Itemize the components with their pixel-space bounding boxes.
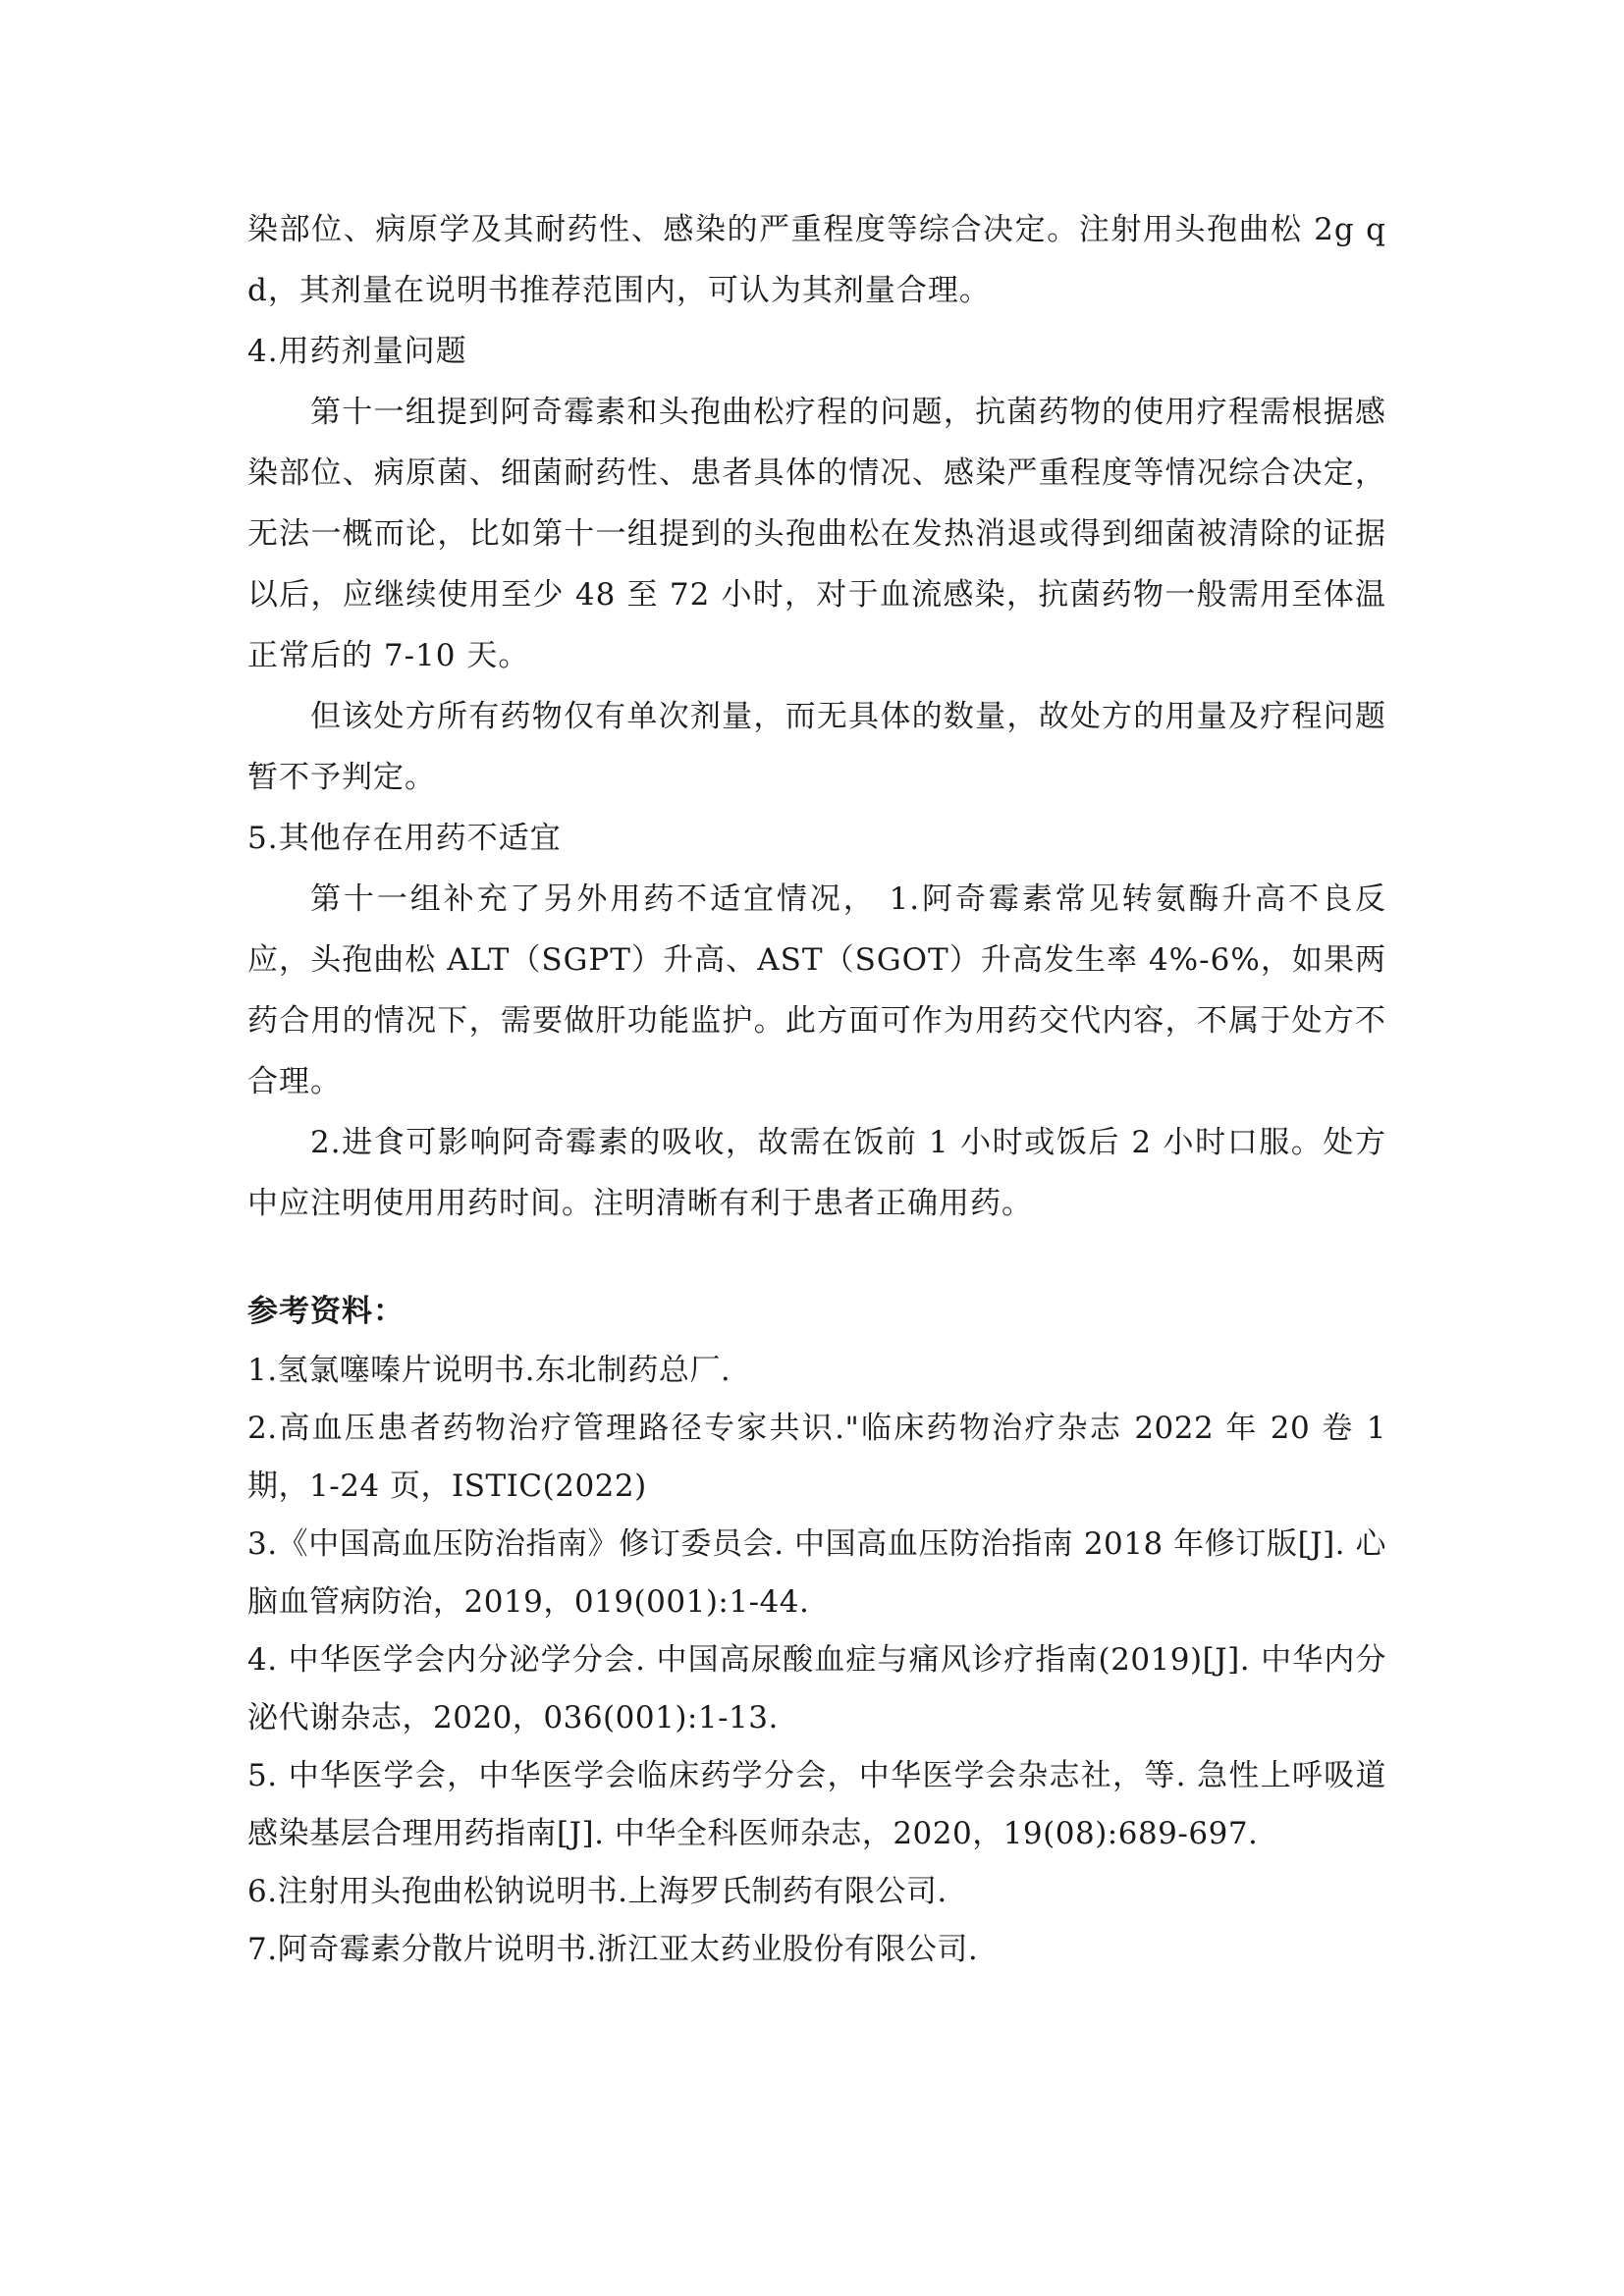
paragraph-course-duration: 第十一组提到阿奇霉素和头孢曲松疗程的问题，抗菌药物的使用疗程需根据感染部位、病原菌、细菌耐药性、患者具体的情况、感染严重程度等情况综合决定，无法一概而论，比如第十一组提到的头孢曲松在发热消退或得到细菌被清除的证据以后，应继续使用至少 48 至 72 小时，对于血流感染，抗菌药物一般需用至体温正常后的 7-10 天。 xyxy=(247,395,1386,673)
document-body xyxy=(247,199,1386,1979)
reference-item: 6.注射用头孢曲松钠说明书.上海罗氏制药有限公司. xyxy=(247,1874,947,1909)
reference-item: 5. 中华医学会，中华医学会临床药学分会，中华医学会杂志社，等. 急性上呼吸道感染基层合理用药指南[J]. 中华全科医师杂志，2020，19(08):689-697. xyxy=(247,1758,1386,1851)
reference-item: 4. 中华医学会内分泌学分会. 中国高尿酸血症与痛风诊疗指南(2019)[J]. 中华内分泌代谢杂志，2020，036(001):1-13. xyxy=(247,1642,1386,1735)
section-heading-dosage: 4.用药剂量问题 xyxy=(247,334,467,369)
section-heading-other-issues: 5.其他存在用药不适宜 xyxy=(247,821,562,856)
references-title: 参考资料： xyxy=(247,1294,405,1329)
references-list xyxy=(247,1342,1386,1979)
reference-item: 3.《中国高血压防治指南》修订委员会. 中国高血压防治指南 2018 年修订版[J]. 心脑血管病防治，2019，019(001):1-44. xyxy=(247,1526,1386,1620)
reference-item: 7.阿奇霉素分散片说明书.浙江亚太药业股份有限公司. xyxy=(247,1932,979,1967)
paragraph-quantity-note: 但该处方所有药物仅有单次剂量，而无具体的数量，故处方的用量及疗程问题暂不予判定。 xyxy=(247,699,1386,795)
paragraph-liver-monitoring: 第十一组补充了另外用药不适宜情况， 1.阿奇霉素常见转氨酶升高不良反应，头孢曲松 ALT（SGPT）升高、AST（SGOT）升高发生率 4%-6%，如果两药合用的情况下，需要做肝功能监护。此方面可作为用药交代内容，不属于处方不合理。 xyxy=(247,881,1386,1099)
paragraph-dosage-conclusion: 染部位、病原学及其耐药性、感染的严重程度等综合决定。注射用头孢曲松 2g qd，其剂量在说明书推荐范围内，可认为其剂量合理。 xyxy=(247,212,1386,308)
reference-item: 1.氢氯噻嗪片说明书.东北制药总厂. xyxy=(247,1353,731,1388)
reference-item: 2.高血压患者药物治疗管理路径专家共识."临床药物治疗杂志 2022 年 20 卷 1 期，1-24 页，ISTIC(2022) xyxy=(247,1411,1386,1504)
paragraph-dosing-time: 2.进食可影响阿奇霉素的吸收，故需在饭前 1 小时或饭后 2 小时口服。处方中应注明使用用药时间。注明清晰有利于患者正确用药。 xyxy=(247,1125,1386,1221)
